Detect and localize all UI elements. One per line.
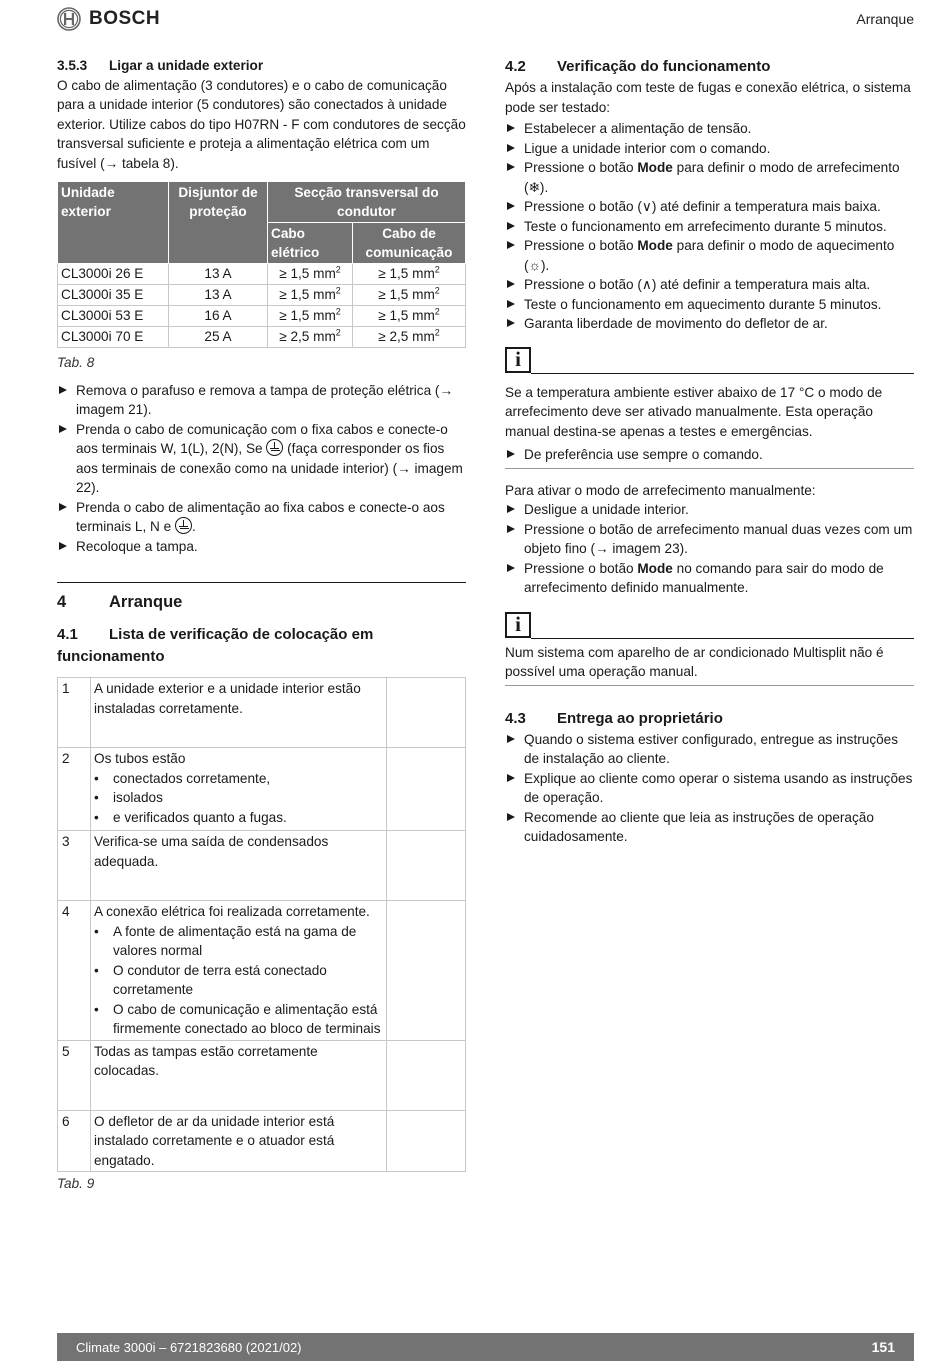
list-item: Garanta liberdade de movimento do defletor de ar.: [505, 314, 914, 334]
bullet-list: • A fonte de alimentação está na gama de valores normal • O condutor de terra está conectado corretamente • O cabo de comunicação e alimentação está firmemente conectado ao bloco de terminais: [94, 922, 383, 1039]
list-item: Pressione o botão Mode para definir o modo de arrefecimento (❄).: [505, 158, 914, 197]
page-footer: [57, 1333, 914, 1361]
list-item: Pressione o botão Mode para definir o modo de aquecimento (☼).: [505, 236, 914, 275]
table-row: 1 A unidade exterior e a unidade interior estão instaladas corretamente.: [58, 678, 466, 748]
cable-spec-table: [57, 181, 466, 348]
col-cable-el-header: Cabo elétrico: [268, 223, 353, 264]
heading-4-3: 4.3 Entrega ao proprietário: [505, 709, 723, 727]
info-note-header: [505, 347, 914, 373]
list-item: Explique ao cliente como operar o sistema usando as instruções de operação.: [505, 769, 914, 808]
brand-header: [57, 7, 160, 31]
connection-steps-list: [57, 381, 466, 557]
info-note-header: [505, 612, 914, 638]
table-caption: Tab. 9: [57, 1176, 95, 1191]
right-column: [505, 56, 914, 847]
manual-mode-intro: Para ativar o modo de arrefecimento manualmente:: [505, 482, 816, 498]
col-unit-header: Unidade exterior: [58, 182, 169, 264]
list-item: Desligue a unidade interior.: [505, 500, 914, 520]
table-caption: Tab. 8: [57, 355, 95, 370]
info-icon: i: [505, 347, 531, 373]
table-row: 2 Os tubos estão • conectados corretamente, • isolados • e verificados quanto a fugas.: [58, 748, 466, 831]
list-item: De preferência use sempre o comando.: [505, 445, 914, 465]
list-item: Remova o parafuso e remova a tampa de proteção elétrica (→ imagem 21).: [57, 381, 466, 420]
table-row: 6 O defletor de ar da unidade interior está instalado corretamente e o atuador está engatado.: [58, 1110, 466, 1172]
table-row: 3 Verifica-se uma saída de condensados adequada.: [58, 831, 466, 901]
page-number: 151: [871, 1339, 895, 1355]
note-divider: [505, 468, 914, 469]
check-cell: [387, 901, 466, 1041]
function-check-intro: Após a instalação com teste de fugas e conexão elétrica, o sistema pode ser testado:: [505, 80, 911, 115]
bullet-list: • conectados corretamente, • isolados • e verificados quanto a fugas.: [94, 769, 383, 828]
table-row: CL3000i 35 E 13 A ≥ 1,5 $mm^2$ ≥ 1,5 $mm^2$: [58, 285, 466, 306]
section-title: Arranque: [856, 11, 914, 27]
list-item: Recomende ao cliente que leia as instruções de operação cuidadosamente.: [505, 808, 914, 847]
info-note-text: Num sistema com aparelho de ar condicionado Multisplit não é possível uma operação manual.: [505, 644, 884, 679]
list-item: Pressione o botão (∨) até definir a temperatura mais baixa.: [505, 197, 914, 217]
handover-list: [505, 730, 914, 847]
check-cell: [387, 831, 466, 901]
ground-symbol-icon: [266, 439, 283, 456]
col-cable-com-header: Cabo de comunicação: [353, 223, 466, 264]
check-cell: [387, 748, 466, 831]
check-cell: [387, 1110, 466, 1172]
manual-mode-list: [505, 500, 914, 598]
bosch-logo-icon: [57, 7, 81, 31]
heading-4: 4 Arranque: [57, 593, 183, 611]
info-icon: i: [505, 612, 531, 638]
note-divider: [505, 685, 914, 686]
list-item: Pressione o botão (∧) até definir a temperatura mais alta.: [505, 275, 914, 295]
list-item: Teste o funcionamento em aquecimento durante 5 minutos.: [505, 295, 914, 315]
list-item: Prenda o cabo de alimentação ao fixa cabos e conecte-o aos terminais L, N e .: [57, 498, 466, 537]
table-row: CL3000i 53 E 16 A ≥ 1,5 $mm^2$ ≥ 1,5 $mm^2$: [58, 306, 466, 327]
list-item: Quando o sistema estiver configurado, entregue as instruções de instalação ao cliente.: [505, 730, 914, 769]
col-breaker-header: Disjuntor de proteção: [169, 182, 268, 264]
info-note-list: [505, 445, 914, 465]
check-cell: [387, 678, 466, 748]
check-cell: [387, 1040, 466, 1110]
function-check-list: [505, 119, 914, 334]
table-row: CL3000i 26 E 13 A ≥ 1,5 $mm^2$ ≥ 1,5 $mm^2$: [58, 264, 466, 285]
section-divider: [57, 582, 466, 583]
list-item: Ligue a unidade interior com o comando.: [505, 139, 914, 159]
ground-symbol-icon: [175, 517, 192, 534]
table-row: CL3000i 70 E 25 A ≥ 2,5 $mm^2$ ≥ 2,5 $mm^2$: [58, 327, 466, 348]
list-item: Pressione o botão Mode no comando para sair do modo de arrefecimento definido manualmente.: [505, 559, 914, 598]
list-item: Teste o funcionamento em arrefecimento durante 5 minutos.: [505, 217, 914, 237]
footer-document-id: Climate 3000i – 6721823680 (2021/02): [76, 1340, 302, 1355]
connect-outdoor-paragraph: O cabo de alimentação (3 condutores) e o cabo de comunicação para a unidade interior (5 condutores) são conectados à unidade exterior. Utilize cabos do tipo H07RN - F com condutores de secção transversal suficiente e proteja a alimentação elétrica com um fusível (→ tabela 8).: [57, 77, 466, 171]
brand-name: BOSCH: [89, 8, 161, 30]
commissioning-checklist-table: [57, 677, 466, 1172]
list-item: Pressione o botão de arrefecimento manual duas vezes com um objeto fino (→ imagem 23).: [505, 520, 914, 559]
list-item: Estabelecer a alimentação de tensão.: [505, 119, 914, 139]
heading-4-2: 4.2 Verificação do funcionamento: [505, 58, 771, 75]
table-row: 4 A conexão elétrica foi realizada corretamente. • A fonte de alimentação está na gama de valores normal • O condutor de terra está conectado corretamente • O cabo de comunicação e alimentação está firmemente conectado ao bloco de terminais: [58, 901, 466, 1041]
list-item: Recoloque a tampa.: [57, 537, 466, 557]
info-note-text: Se a temperatura ambiente estiver abaixo de 17 °C o modo de arrefecimento deve ser ativado manualmente. Esta operação manual destina-se apenas a testes e emergências.: [505, 384, 883, 439]
heading-3-5-3: 3.5.3 Ligar a unidade exterior: [57, 58, 264, 73]
col-section-header: Secção transversal do condutor: [268, 182, 466, 223]
left-column: [57, 56, 466, 1194]
list-item: Prenda o cabo de comunicação com o fixa cabos e conecte-o aos terminais W, 1(L), 2(N), Se (faça corresponder os fios aos terminais de conexão como na unidade interior) (→ imagem 22).: [57, 420, 466, 498]
table-row: 5 Todas as tampas estão corretamente colocadas.: [58, 1040, 466, 1110]
heading-4-1: 4.1 Lista de verificação de colocação em funcionamento: [57, 626, 374, 665]
